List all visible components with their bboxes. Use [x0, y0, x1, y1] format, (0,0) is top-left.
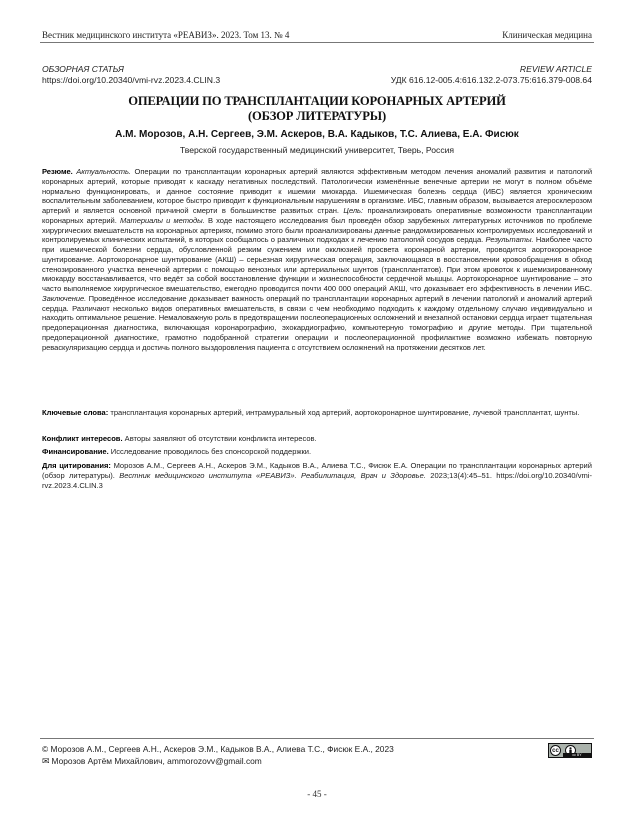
relevance-label: Актуальность. — [76, 167, 131, 176]
title-line-1: ОПЕРАЦИИ ПО ТРАНСПЛАНТАЦИИ КОРОНАРНЫХ АРТЕРИЙ — [128, 94, 506, 108]
article-type-ru: ОБЗОРНАЯ СТАТЬЯ — [42, 64, 124, 74]
copyright: © Морозов А.М., Сергеев А.Н., Аскеров Э.М., Кадыков В.А., Алиева Т.С., Фисюк Е.А., 2023 — [42, 744, 394, 754]
aim-label: Цель: — [343, 206, 364, 215]
citation-text: Морозов А.М., Сергеев А.Н., Аскеров Э.М., Кадыков В.А., Алиева Т.С., Фисюк Е.А. Операции по трансплантации коронарных артерий (обзор литературы). — [42, 461, 592, 480]
abstract-label: Резюме. — [42, 167, 73, 176]
conflict-of-interest — [42, 434, 592, 444]
results-text: Наиболее часто при ишемической болезни сердца, обусловленной резким сужением или окклюзией просвета коронарной артерии, проводится аортокоронарное шунтирование. Аортокоронарное шунтирование (АКШ) – серьезная хирургическая операция, заключающаяся в восстановлении кровообращения в обход стенозированного участка венечной артерии с помощью венозных или артериальных шунтов (трансплантатов). При этом кровоток к ишемизированному миокарду восстанавливается, что ведёт за собой восстановление функции и жизнеспособности сердечной мышцы. Аортокоронарное шунтирование – это часто выполняемое хирургическое вмешательство, ежегодно проводится почти 400 000 операций АКШ, что доказывает его эффективность в лечении ИБС. — [42, 235, 593, 293]
conflict-label: Конфликт интересов. — [42, 434, 123, 443]
methods-text: В ходе настоящего исследования был проведён обзор зарубежных литературных источников по проблеме хирургических вмешательств на коронарных артериях, помимо этого были проанализированы данные рандомизированных контролируемых исследований и контролируемых клинических испытаний, в которых сообщалось о различных подходах к лечению патологий сосудов сердца. — [42, 215, 593, 245]
cc-license-logo[interactable] — [548, 743, 592, 758]
conclusion-label: Заключение. — [42, 293, 87, 303]
citation-label: Для цитирования: — [42, 461, 111, 470]
keywords — [42, 408, 592, 418]
keywords-text: трансплантация коронарных артерий, интрамуральный ход артерий, аортокоронарное шунтирование, лучевой трансплантат, шунты. — [110, 408, 580, 417]
contact-text[interactable]: Морозов Артём Михайлович, ammorozovv@gmail.com — [51, 756, 262, 766]
udc-code: УДК 616.12-005.4:616.132.2-073.75:616.379-008.64 — [390, 74, 592, 85]
citation-journal: Вестник медицинского института «РЕАВИЗ». Реабилитация, Врач и Здоровье. — [119, 470, 426, 480]
article-type-en: REVIEW ARTICLE — [519, 64, 592, 74]
citation-doi[interactable]: 2023;13(4):45–51. https://doi.org/10.20340/vmi-rvz.2023.4.CLIN.3 — [42, 470, 592, 490]
title-line-2: (ОБЗОР ЛИТЕРАТУРЫ) — [248, 109, 386, 123]
section-header: Клиническая медицина — [502, 30, 592, 40]
funding-text: Исследование проводилось без спонсорской поддержки. — [110, 447, 312, 456]
funding-label: Финансирование. — [42, 447, 109, 456]
doi-link[interactable]: https://doi.org/10.20340/vmi-rvz.2023.4.CLIN.3 — [42, 74, 221, 85]
article-title — [40, 94, 594, 124]
page-number: - 45 - — [307, 789, 327, 799]
funding — [42, 447, 592, 457]
affiliation: Тверской государственный медицинский университет, Тверь, Россия — [179, 145, 455, 155]
methods-label: Материалы и методы. — [120, 215, 205, 225]
journal-header: Вестник медицинского института «РЕАВИЗ». 2023. Том 13. № 4 — [42, 30, 290, 40]
contact — [42, 756, 262, 767]
envelope-icon: ✉ — [42, 756, 50, 766]
conflict-text: Авторы заявляют об отсутствии конфликта интересов. — [124, 434, 317, 443]
authors: А.М. Морозов, А.Н. Сергеев, Э.М. Аскеров, В.А. Кадыков, Т.С. Алиева, Е.А. Фисюк — [115, 129, 519, 140]
abstract — [42, 167, 592, 352]
header-divider — [40, 42, 594, 43]
cc-license-text: cc BY — [563, 753, 591, 757]
aim-text: проанализировать оперативные возможности трансплантации коронарных артерий. — [42, 206, 593, 225]
relevance-text: Операции по трансплантации коронарных артерий являются эффективным методом лечения аномалий развития и патологий коронарных артерий, которые приводят к каскаду негативных последствий. Патологически изменённые венечные артерии не могут в полном объёме нормально функционировать, и данное состояние приводит к ишемии миокарда. Ишемическая болезнь сердца (ИБС) является хроническим воспалительным заболеванием, которое быстро приводит к функциональным нарушениям в организме. ИБС, главным образом, вызывается атеросклерозом артерий и является основной причиной смерти в большинстве развитых стран. — [42, 167, 593, 215]
article-meta-right — [391, 64, 592, 85]
cc-icon: cc — [550, 745, 561, 756]
article-meta-left — [42, 64, 220, 85]
citation — [42, 461, 592, 490]
keywords-label: Ключевые слова: — [42, 408, 109, 417]
footer-divider — [40, 738, 594, 739]
results-label: Результаты. — [485, 235, 534, 245]
conclusion-text: Проведённое исследование доказывает важность операций по трансплантации коронарных артерий в лечении патологий и аномалий артерий сердца. Различают несколько видов оперативных вмешательств, в связи с чем необходимо подходить к каждому отдельному случаю индивидуально и находить оптимальное решение. Немаловажную роль в предотвращении послеоперационных осложнений и внезапной остановки сердца играет тщательная предоперационная диагностика, включающая коронарографию, эхокардиографию, компьютерную томографию и другие методы. При тщательной предоперационной диагностике, грамотно подобранной стратегии операции и послеоперационной профилактике возможно избежать повторную реваскуляризацию сердца и достичь полного выздоровления пациента с отсутствием осложнений на протяжении десятков лет. — [42, 293, 592, 352]
